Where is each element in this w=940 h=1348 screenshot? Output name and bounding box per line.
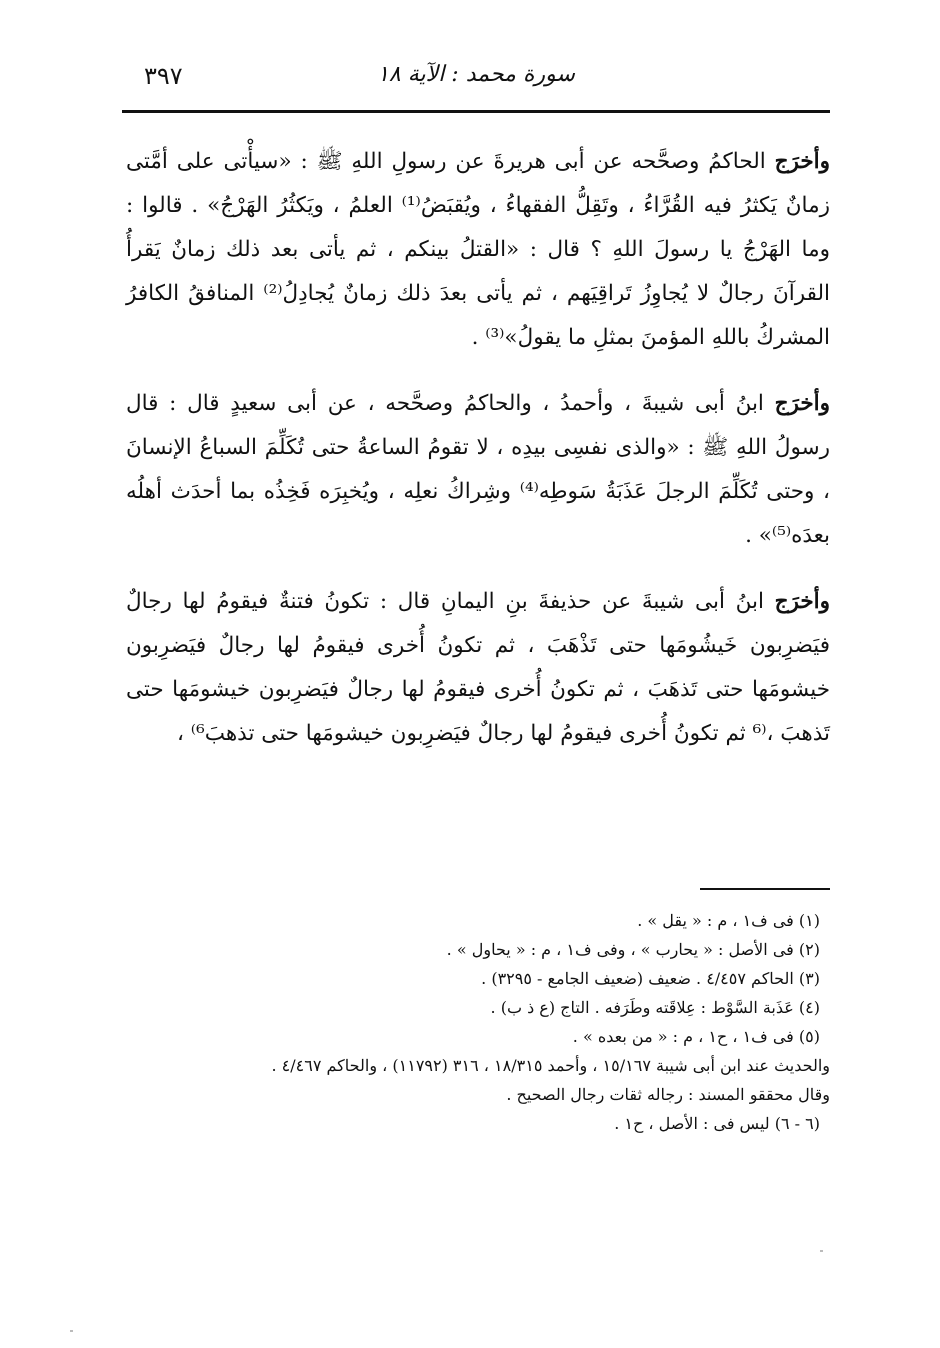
footnote-5-comment: وقال محققو المسند : رجاله ثقات رجال الصحيح . bbox=[506, 1085, 830, 1104]
running-title: سورة محمد : الآية ١٨ bbox=[377, 62, 575, 87]
scan-speck bbox=[70, 1330, 73, 1332]
paragraph-body: ابنُ أبى شيبةَ ، وأحمدُ ، والحاكمُ وصحَّحه ، عن أبى سعيدٍ قال : قال رسولُ اللهِ ﷺ : «والذى نفسِى بيدِه ، لا تقومُ الساعةُ حتى تُكَلِّمَ السباعُ الإنسانَ ، وحتى تُكَلِّمَ الرجلَ عَذَبَةُ سَوطِه⁽⁴⁾ وشِراكُ نعلِه ، ويُخبِرَه فَخِذُه بما أحدَث أهلُه بعدَه⁽⁵⁾» . bbox=[126, 391, 830, 548]
footnote-3: (٣) الحاكم ٤/٤٥٧ . ضعيف (ضعيف الجامع - ٣٢٩٥) . bbox=[481, 969, 820, 988]
paragraph-lead: وأخرَج bbox=[774, 589, 830, 614]
paragraph-lead: وأخرَج bbox=[774, 149, 830, 174]
footnote-4: (٤) عَذَبة السَّوْط : عِلاقَته وطَرَفه . التاج (ع ذ ب) . bbox=[490, 998, 820, 1017]
footnote-2: (٢) فى الأصل : « يحارب » ، وفى ف١ ، م : « يحاول » . bbox=[446, 940, 820, 959]
main-text bbox=[126, 140, 830, 778]
page-number: ٣٩٧ bbox=[144, 62, 183, 90]
footnote-separator bbox=[700, 888, 830, 890]
footnote-5-source: والحديث عند ابن أبى شيبة ١٥/١٦٧ ، وأحمد ١٨/٣١٥ ، ٣١٦ (١١٧٩٢) ، والحاكم ٤/٤٦٧ . bbox=[271, 1056, 830, 1075]
footnote-5: (٥) فى ف١ ، ح١ ، م : « من بعده » . bbox=[572, 1027, 820, 1046]
page-header bbox=[122, 52, 830, 110]
scan-speck bbox=[820, 1250, 823, 1252]
paragraph-body: الحاكمُ وصحَّحه عن أبى هريرةَ عن رسولِ اللهِ ﷺ : «سيأْتى على أمَّتى زمانٌ يَكثرُ فيه القُرَّاءُ ، وتَقِلُّ الفقهاءُ ، ويُقبَضُ⁽¹⁾ العلمُ ، ويَكثُرُ الهَرْجُ» . قالوا : وما الهَرْجُ يا رسولَ اللهِ ؟ قال : «القتلُ بينكم ، ثم يأتى بعد ذلك زمانٌ يَقرأُ القرآنَ رجالٌ لا يُجاوِزُ تَراقِيَهم ، ثم يأتى بعدَ ذلك زمانٌ يُجادِلُ⁽²⁾ المنافقُ الكافرُ المشركُ باللهِ المؤمنَ بمثلِ ما يقولُ»⁽³⁾ . bbox=[126, 149, 830, 350]
paragraph-lead: وأخرَج bbox=[774, 391, 830, 416]
paragraph-3 bbox=[126, 580, 830, 756]
paragraph-2 bbox=[126, 382, 830, 558]
header-rule bbox=[122, 110, 830, 113]
paragraph-body: ابنُ أبى شيبةَ عن حذيفةَ بنِ اليمانِ قال : تكونُ فتنةٌ فيقومُ لها رجالٌ فيَضرِبون خَيشُومَها حتى تَذْهَبَ ، ثم تكونُ أُخرى فيقومُ لها رجالٌ فيَضرِبون خيشومَها حتى تَذهَبَ ، ثم تكونُ أُخرى فيقومُ لها رجالٌ فيَضرِبون خيشومَها حتى تَذهبَ ،⁽⁶ ثم تكونُ أُخرى فيقومُ لها رجالٌ فيَضرِبون خيشومَها حتى تذهبَ⁶⁾ ، bbox=[126, 589, 830, 746]
paragraph-1 bbox=[126, 140, 830, 360]
footnotes bbox=[126, 906, 830, 1138]
footnote-6: (٦ - ٦) ليس فى : الأصل ، ح١ . bbox=[614, 1114, 820, 1133]
footnote-1: (١) فى ف١ ، م : « يقل » . bbox=[637, 911, 820, 930]
